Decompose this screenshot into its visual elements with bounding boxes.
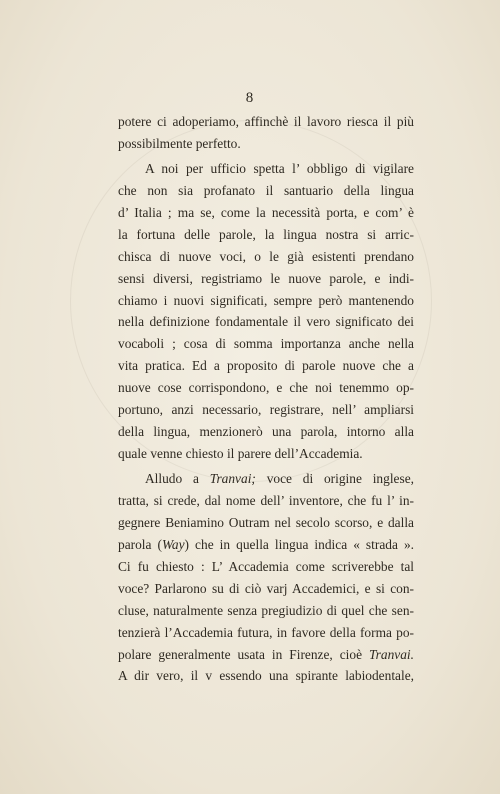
text-line	[118, 468, 414, 490]
text-line: nella definizione fondamentale il vero significato dei	[118, 314, 414, 330]
text-line: la fortuna delle parole, la lingua nostra si arric-	[118, 226, 414, 242]
text-line: tenzierà l’Accademia futura, in favore della forma po-	[118, 624, 414, 640]
text-run: Alludo a	[145, 471, 210, 486]
text-line: tratta, si crede, dal nome dell’ inventore, che fu l’ in-	[118, 492, 414, 508]
text-line: della lingua, menzionerò una parola, intorno alla	[118, 424, 414, 440]
italic-word: Tranvai;	[209, 471, 256, 486]
text-line	[118, 534, 414, 556]
text-line: sensi diversi, registriamo le nuove parole, e indi-	[118, 270, 414, 286]
text-line: vita pratica. Ed a proposito di parole nuove che a	[118, 358, 414, 374]
body-text	[118, 111, 414, 687]
text-line: portuno, anzi necessario, registrare, nell’ ampliarsi	[118, 402, 414, 418]
text-line: vocaboli ; cosa di somma importanza anche nella	[118, 336, 414, 352]
text-line: voce? Parlarono su di ciò varj Accademici, e si con-	[118, 580, 414, 596]
text-line: quale venne chiesto il parere dell’Accademia.	[118, 446, 363, 462]
text-line: cluse, naturalmente senza pregiudizio di quel che sen-	[118, 602, 414, 618]
page-number: 8	[245, 90, 255, 106]
text-run: ) che in quella lingua indica « strada ».	[184, 536, 414, 552]
text-line: possibilmente perfetto.	[118, 135, 241, 151]
text-line: A dir vero, il v essendo una spirante labiodentale,	[118, 668, 414, 684]
text-line: potere ci adoperiamo, affinchè il lavoro riesca il più	[118, 114, 414, 129]
italic-word: Tranvai.	[368, 646, 414, 662]
text-line: d’ Italia ; ma se, come la necessità porta, e com’ è	[118, 204, 414, 220]
text-line: A noi per ufficio spetta l’ obbligo di vigilare	[145, 160, 414, 176]
text-line	[118, 644, 414, 666]
text-line: chiamo i nuovi significati, sempre però mantenendo	[118, 292, 414, 308]
text-run: parola (	[118, 536, 162, 552]
italic-word: Way	[161, 536, 185, 552]
text-line: che non sia profanato il santuario della lingua	[118, 182, 414, 198]
text-line: chisca di nuove voci, o le già esistenti prendano	[118, 248, 414, 264]
text-line: gegnere Beniamino Outram nel secolo scorso, e dalla	[118, 514, 414, 530]
text-line: nuove cose corrispondono, e che noi tenemmo op-	[118, 380, 414, 396]
text-run: polare generalmente usata in Firenze, cioè	[118, 646, 369, 662]
text-line: Ci fu chiesto : L’ Accademia come scriverebbe tal	[118, 558, 414, 574]
text-run: voce di origine inglese,	[255, 471, 414, 486]
